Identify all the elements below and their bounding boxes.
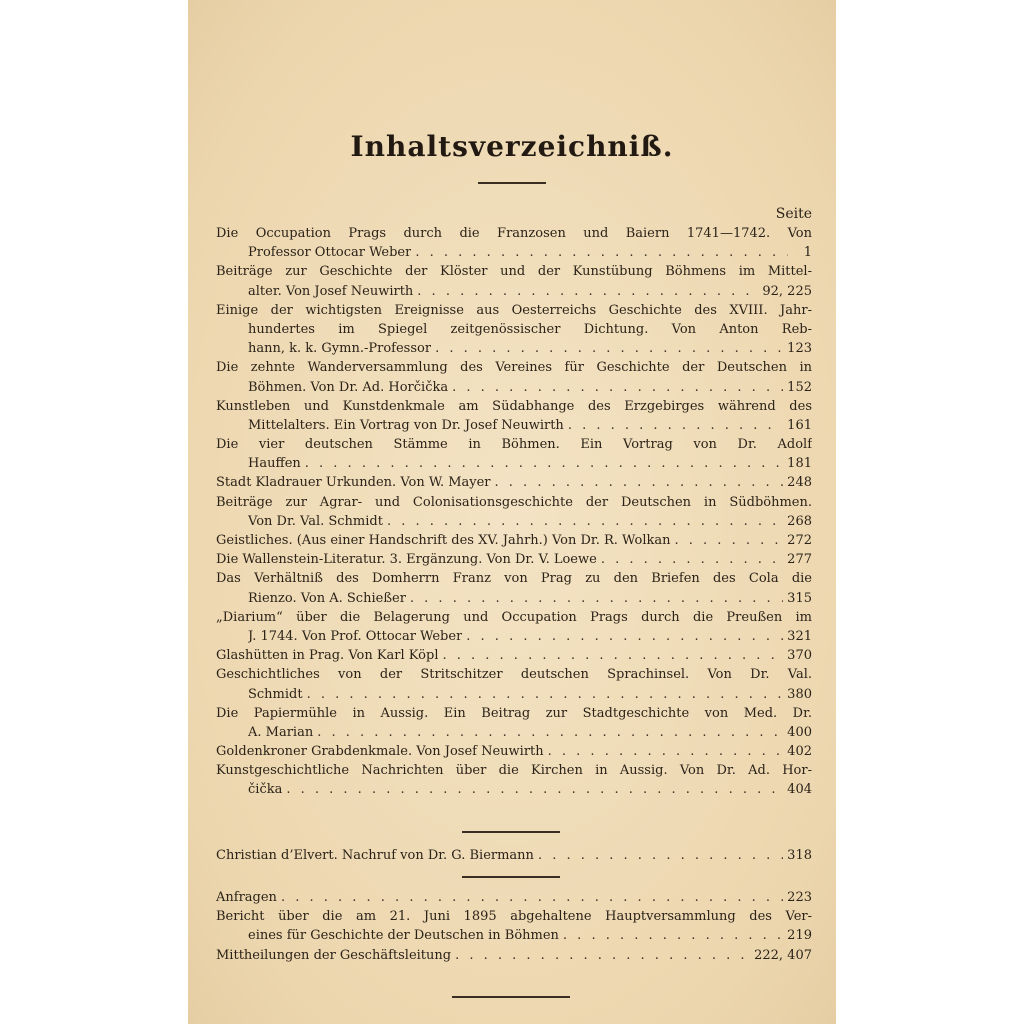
toc-entry-text: Professor Ottocar Weber [248, 245, 412, 261]
toc-entry-line [216, 243, 812, 262]
toc-misc [216, 888, 812, 965]
toc-entry [216, 907, 812, 945]
page-number: 161 [787, 417, 812, 433]
page-title: Inhaltsverzeichniß. [350, 130, 674, 163]
leader-dots [286, 780, 783, 799]
toc-entry [216, 531, 812, 550]
toc-entry-text: Geschichtliches von der Stritschitzer deutschen Sprachinsel. Von Dr. Val. [216, 667, 812, 683]
leader-dots [568, 416, 783, 435]
toc-entry-line [216, 846, 812, 865]
page-number: 1 [803, 245, 812, 261]
toc-entry-text: „Diarium“ über die Belagerung und Occupation Prags durch die Preußen im [216, 609, 812, 625]
toc-entry [216, 646, 812, 665]
toc-entry [216, 665, 812, 703]
book-page [188, 0, 836, 1024]
leader-dots [495, 473, 784, 492]
toc-entry [216, 493, 812, 531]
toc-entry-text: Die vier deutschen Stämme in Böhmen. Ein Vortrag von Dr. Adolf [216, 437, 812, 453]
toc-entry-text: Hauffen [248, 456, 301, 472]
toc-entry-line [216, 416, 812, 435]
page-number: 370 [787, 648, 812, 664]
seite-label: Seite [775, 206, 812, 222]
page-number: 181 [787, 456, 812, 472]
toc-entry-text: Beiträge zur Geschichte der Klöster und der Kunstübung Böhmens im Mittel- [216, 264, 812, 280]
leader-dots [417, 282, 758, 301]
toc-entry-text: Die zehnte Wanderversammlung des Vereines für Geschichte der Deutschen in [216, 360, 812, 376]
toc-entry-text: Beiträge zur Agrar- und Colonisationsgeschichte der Deutschen in Südböhmen. [216, 494, 812, 510]
toc-entry-line [216, 946, 812, 965]
toc-entry-line [216, 627, 812, 646]
page-number: 380 [787, 686, 812, 702]
toc-entry-line [216, 358, 812, 377]
toc-entry [216, 550, 812, 569]
page-number: 222, 407 [754, 947, 812, 963]
toc-entry [216, 761, 812, 799]
toc-obituary [216, 846, 812, 865]
toc-entry [216, 224, 812, 262]
toc-entry [216, 397, 812, 435]
leader-dots [675, 531, 784, 550]
leader-dots [466, 627, 783, 646]
toc-entry-text: Von Dr. Val. Schmidt [248, 513, 383, 529]
toc-entry-line [216, 608, 812, 627]
leader-dots [548, 742, 784, 761]
toc-entry-line [216, 493, 812, 512]
title-rule [478, 182, 546, 184]
toc-entry [216, 358, 812, 396]
toc-entry [216, 742, 812, 761]
toc-entry [216, 704, 812, 742]
toc-entry [216, 888, 812, 907]
page-number: 315 [787, 590, 812, 606]
toc-entry-text: Rienzo. Von A. Schießer [248, 590, 406, 606]
toc-entry-line [216, 723, 812, 742]
toc-entry-line [216, 282, 812, 301]
toc-entry-text: Böhmen. Von Dr. Ad. Horčička [248, 379, 449, 395]
toc-entry-line [216, 926, 812, 945]
toc-entry-line [216, 550, 812, 569]
toc-entry-text: alter. Von Josef Neuwirth [248, 283, 414, 299]
toc-entry-line [216, 320, 812, 339]
toc-entry [216, 846, 812, 865]
toc-entry [216, 262, 812, 300]
toc-entry [216, 435, 812, 473]
page-number: 277 [787, 552, 812, 568]
toc-entry-line [216, 704, 812, 723]
toc-entry [216, 608, 812, 646]
leader-dots [307, 685, 784, 704]
toc-entry-text: čička [248, 782, 283, 798]
toc-entry-line [216, 665, 812, 684]
toc-entry-line [216, 589, 812, 608]
toc-entry-line [216, 454, 812, 473]
toc-entry [216, 946, 812, 965]
toc-entry-line [216, 301, 812, 320]
toc-entry-text: Goldenkroner Grabdenkmale. Von Josef Neuwirth [216, 744, 544, 760]
toc-entry-line [216, 378, 812, 397]
toc-entry-text: Die Papiermühle in Aussig. Ein Beitrag zur Stadtgeschichte von Med. Dr. [216, 705, 812, 721]
section-divider-1 [462, 831, 560, 833]
leader-dots [435, 339, 783, 358]
leader-dots [305, 454, 783, 473]
toc-entry-text: Kunstleben und Kunstdenkmale am Südabhange des Erzgebirges während des [216, 398, 812, 414]
toc-entry-line [216, 761, 812, 780]
page-number: 402 [787, 744, 812, 760]
section-divider-3 [452, 996, 570, 998]
toc-entry-line [216, 685, 812, 704]
toc-entry-text: A. Marian [248, 724, 314, 740]
toc-entry-text: hundertes im Spiegel zeitgenössischer Dichtung. Von Anton Reb- [248, 321, 812, 337]
toc-main [216, 224, 812, 800]
toc-entry-line [216, 435, 812, 454]
leader-dots [281, 888, 783, 907]
page-number: 318 [787, 848, 812, 863]
toc-entry-line [216, 742, 812, 761]
toc-entry-line [216, 907, 812, 926]
toc-entry-text: Anfragen [216, 890, 277, 905]
toc-entry-line [216, 512, 812, 531]
toc-entry-line [216, 473, 812, 492]
toc-entry-text: Geistliches. (Aus einer Handschrift des XV. Jahrh.) Von Dr. R. Wolkan [216, 533, 671, 548]
leader-dots [410, 589, 783, 608]
leader-dots [452, 378, 783, 397]
toc-entry-text: Das Verhältniß des Domherrn Franz von Prag zu den Briefen des Cola die [216, 571, 812, 587]
toc-entry-line [216, 397, 812, 416]
toc-entry-text: Kunstgeschichtliche Nachrichten über die Kirchen in Aussig. Von Dr. Ad. Hor- [216, 763, 812, 779]
leader-dots [387, 512, 783, 531]
toc-entry-line [216, 888, 812, 907]
toc-entry [216, 473, 812, 492]
toc-entry-text: Die Wallenstein-Literatur. 3. Ergänzung. Von Dr. V. Loewe [216, 552, 597, 568]
toc-entry-text: Die Occupation Prags durch die Franzosen und Baiern 1741—1742. Von [216, 226, 812, 241]
toc-entry-line [216, 646, 812, 665]
page-number: 321 [787, 628, 812, 644]
page-number: 92, 225 [762, 283, 812, 299]
toc-entry-line [216, 262, 812, 281]
leader-dots [442, 646, 783, 665]
leader-dots [538, 846, 783, 865]
toc-entry-text: Schmidt [248, 686, 303, 702]
page-number: 223 [787, 890, 812, 905]
toc-entry-text: Einige der wichtigsten Ereignisse aus Oesterreichs Geschichte des XVIII. Jahr- [216, 302, 812, 318]
toc-entry [216, 301, 812, 359]
toc-entry-line [216, 224, 812, 243]
page-number: 152 [787, 379, 812, 395]
toc-entry-line [216, 780, 812, 799]
page-number: 268 [787, 513, 812, 529]
leader-dots [455, 946, 750, 965]
toc-entry-line [216, 339, 812, 358]
page-number: 248 [787, 475, 812, 491]
toc-entry-text: Mittelalters. Ein Vortrag von Dr. Josef Neuwirth [248, 417, 564, 433]
toc-entry-text: eines für Geschichte der Deutschen in Böhmen [248, 928, 559, 944]
toc-entry-text: Mittheilungen der Geschäftsleitung [216, 947, 452, 963]
toc-entry-text: Stadt Kladrauer Urkunden. Von W. Mayer [216, 475, 491, 491]
leader-dots [415, 243, 788, 262]
section-divider-2 [462, 876, 560, 878]
toc-entry-text: J. 1744. Von Prof. Ottocar Weber [248, 628, 463, 644]
page-number: 400 [787, 724, 812, 740]
toc-entry-text: Christian d’Elvert. Nachruf von Dr. G. Biermann [216, 848, 534, 863]
toc-entry-line [216, 531, 812, 550]
leader-dots [601, 550, 783, 569]
toc-entry-text: hann, k. k. Gymn.-Professor [248, 341, 432, 357]
page-number: 123 [787, 341, 812, 357]
page-number: 272 [787, 533, 812, 548]
toc-entry-line [216, 569, 812, 588]
leader-dots [563, 926, 783, 945]
page-number: 219 [787, 928, 812, 944]
toc-entry-text: Bericht über die am 21. Juni 1895 abgehaltene Hauptversammlung des Ver- [216, 909, 812, 925]
page-number: 404 [787, 782, 812, 798]
toc-entry-text: Glashütten in Prag. Von Karl Köpl [216, 648, 439, 664]
toc-entry [216, 569, 812, 607]
leader-dots [317, 723, 783, 742]
